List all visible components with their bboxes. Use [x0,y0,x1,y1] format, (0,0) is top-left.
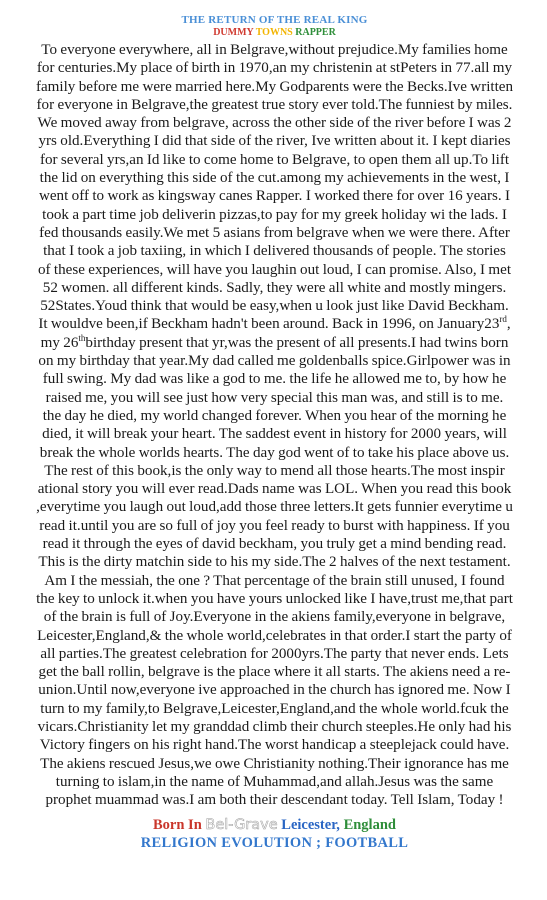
body-line-with-superscript [12,334,537,352]
body-line: turn to my family,to Belgrave,Leicester,England,and the whole world.fcuk the [40,700,509,717]
body-text [12,41,537,809]
superscript-th: th [78,332,86,343]
footer-tagline: RELIGION EVOLUTION ; FOOTBALL [140,835,409,852]
footer-england: England [343,817,396,834]
document-title: THE RETURN OF THE REAL KING [181,14,368,26]
body-line: died, it will break your heart. The saddest event in history for 2000 years, will [42,426,507,443]
body-line: Am I the messiah, the one ? That percentage of the brain still unused, I found [44,572,505,589]
body-line: read it.until you are so full of joy you feel ready to burst with happiness. If you [39,517,510,534]
body-line: all parties.The greatest celebration for 2000yrs.The party that never ends. Lets [40,645,509,662]
body-line: read it through the eyes of david beckham, you truly get a mind bending read. [42,536,507,553]
footer-birthplace [12,817,537,834]
body-line: that I took a job taxiing, in which I delivered thousands of people. The stories [43,243,506,260]
subtitle-rapper: RAPPER [295,27,336,38]
body-line: yrs old.Everything I did that side of the river, Ive written about it. I kept diaries [38,133,511,150]
subtitle-dummy: DUMMY [213,27,254,38]
body-line-text: birthday present that yr,was the present of all presents.I had twins born [85,334,509,351]
body-line-text: my 26 [40,334,79,351]
body-line: Leicester,England,& the whole world,celebrates in that order.I start the party of [37,627,512,644]
document-subtitle [12,27,537,39]
body-line: get the ball rollin, belgrave is the place where it all starts. The akiens need a re- [38,664,511,681]
body-line: 52 women. all different kinds. Sadly, they were all white and mostly mingers. [42,279,507,296]
body-line: for everyone in Belgrave,the greatest true story ever told.The funniest by miles. [36,96,513,113]
body-line: To everyone everywhere, all in Belgrave,without prejudice.My families home [41,42,508,58]
body-line: ,everytime you laugh out loud,add those three letters.It gets funnier everytime u [36,499,513,516]
superscript-rd: rd [499,314,507,325]
subtitle-towns: TOWNS [255,27,293,38]
body-line: for centuries.My place of birth in 1970,an my christenin at stPeters in 77.all my [36,60,513,77]
body-line: for several yrs,an Id like to come home to Belgrave, to open them all up.To lift [39,151,510,168]
body-line: on my birthday that year.My dad called me goldenballs spice.Girlpower was in [38,353,511,370]
body-line: the day he died, my world changed forever. When you hear of the morning he [42,407,507,424]
body-line-with-superscript: It wouldve been,if Beckham hadn't been around. Back in 1996, on January23rd, [38,314,511,333]
body-line: vicars.Christianity let my granddad climb their church steeples.He only had his [37,718,512,735]
body-line: The rest of this book,is the only way to mend all those hearts.The most inspir [44,462,505,479]
body-line: raised me, you will see just how very special this man was, and still is to me. [45,389,504,406]
body-line: This is the dirty matchin side to his my side.The 2 halves of the next testament. [38,554,511,571]
body-line: prophet muammad was.I am both their descendant today. Tell Islam, Today ! [45,792,504,809]
body-line: break the whole worlds hearts. The day god went of to take his place above us. [39,444,510,461]
body-line: fed thousands easily.We met 5 asians from belgrave when we were there. After [39,224,510,241]
body-line-text: It wouldve been,if Beckham hadn't been around. Back in 1996, on January23 [38,316,500,333]
body-line: the key to unlock it.when you have yours unlocked like I have,trust me,that part [36,590,513,607]
body-line: We moved away from belgrave, across the other side of the river before I was 2 [37,115,512,132]
body-line: family before me were married here.My Godparents were the Becks.Ive written [35,78,514,95]
footer-belgrave: Bel-Grave [205,817,278,834]
body-line: of the brain is full of Joy.Everyone in the akiens family,everyone in belgrave, [43,609,506,626]
body-line: the lid on everything this side of the cut.among my achievements in the west, I [39,170,510,187]
body-line: took a part time job deliverin pizzas,to pay for my greek holiday wi the lads. I [42,206,507,223]
body-line: ational story you will ever read.Dads name was LOL. When you read this book [37,481,512,498]
body-line: went off to work as kingsway canes Rapper. I worked there for over 16 years. I [38,188,511,205]
footer-born-in: Born In [153,817,202,834]
body-line: full swing. My dad was like a god to me. the life he allowed me to, by how he [42,371,507,388]
body-line: turning to islam,in the name of Muhammad,and allah.Jesus was the same [55,773,494,790]
body-line: of these experiences, will have you laughin out loud, I can promise. Also, I met [37,261,512,278]
body-line: 52States.Youd think that would be easy,when u look just like David Beckham. [40,298,509,315]
body-line: Victory fingers on his right hand.The worst handicap a steeplejack could have. [39,737,510,754]
body-line: union.Until now,everyone ive approached in the church has ignored me. Now I [38,682,511,699]
footer-leicester: Leicester, [281,817,340,834]
body-line: The akiens rescued Jesus,we owe Christianity nothing.Their ignorance has me [40,755,509,772]
